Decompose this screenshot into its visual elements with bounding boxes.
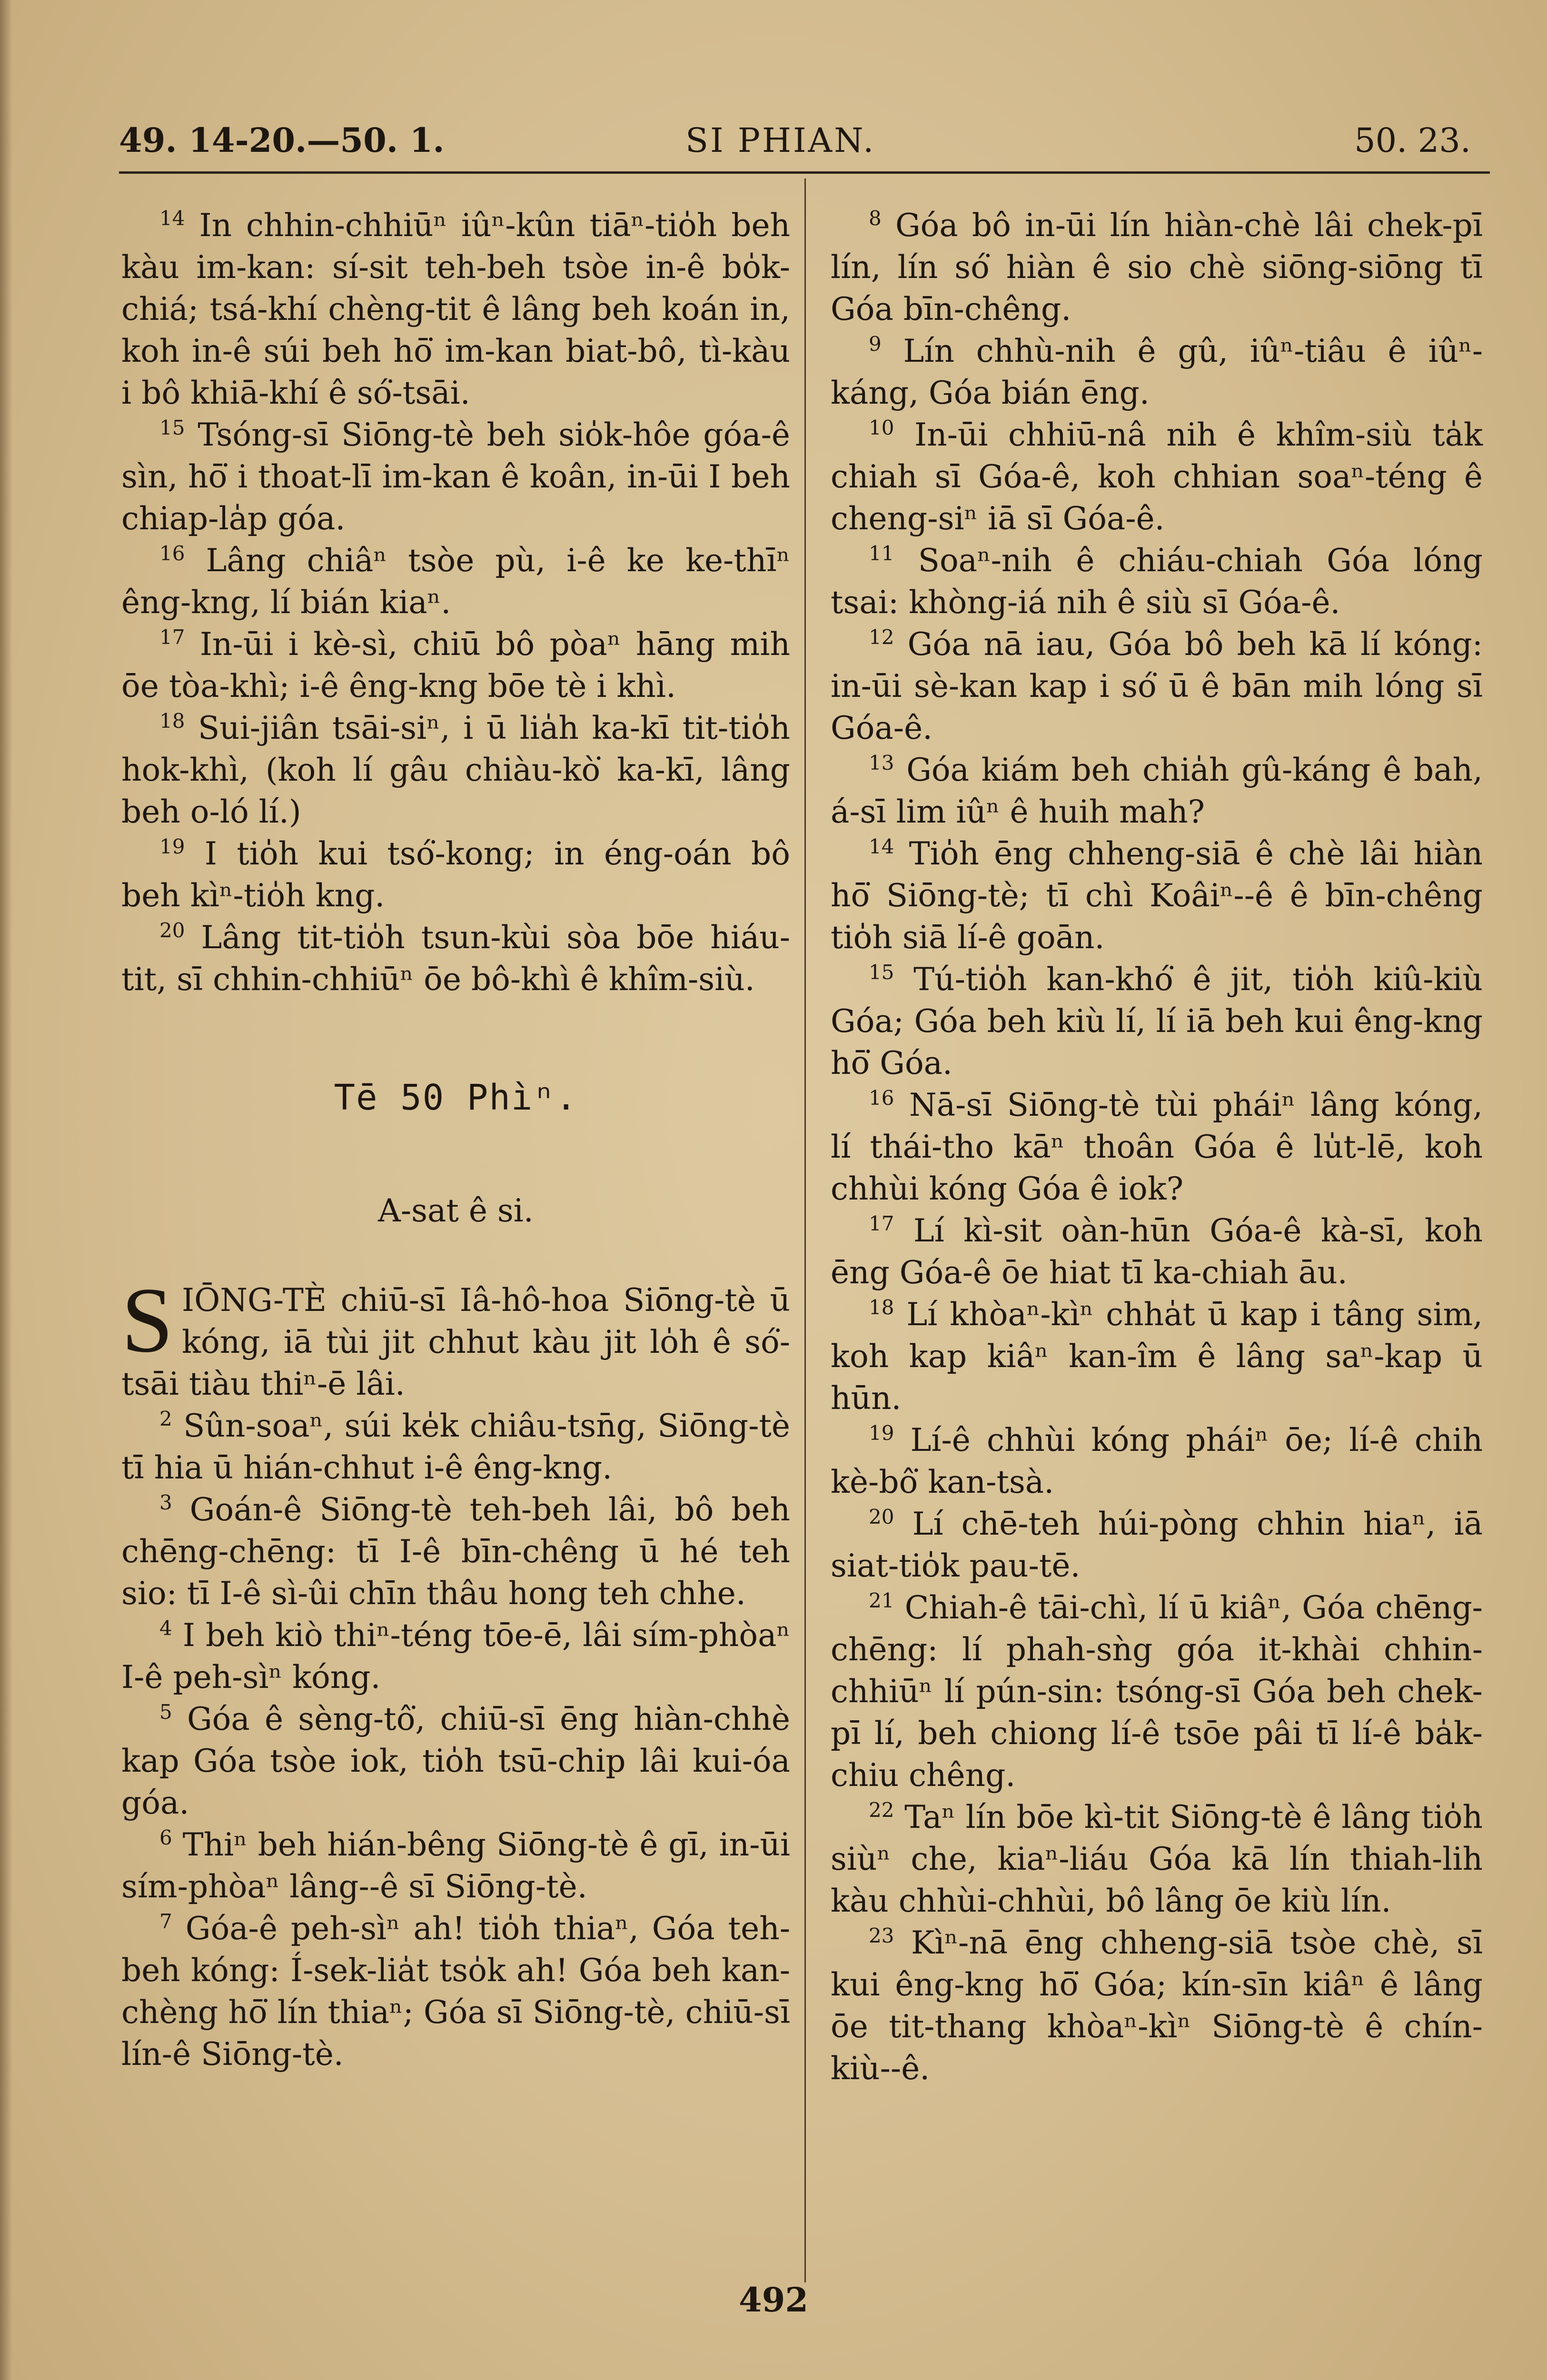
verse-number: 9 xyxy=(869,332,882,356)
verse-number: 14 xyxy=(159,207,185,230)
drop-cap: S xyxy=(121,1269,174,1372)
verse-number: 15 xyxy=(159,416,185,439)
verse-1-text: IŌNG-TÈ chiū-sī Iâ-hô-hoa Siōng-tè ū kóng, iā tùi jit chhut kàu jit lo̍h ê só͘-tsāi tiàu thiⁿ-ē lâi. xyxy=(121,1282,790,1402)
verse-text: Nā-sī Siōng-tè tùi pháiⁿ lâng kóng, lí thái-tho kāⁿ thoân Góa ê lu̍t-lē, koh chhùi kóng Góa ê iok? xyxy=(831,1087,1483,1207)
verse xyxy=(831,330,1483,414)
verse xyxy=(121,1698,790,1824)
verse-number: 21 xyxy=(869,1589,894,1612)
verse-number: 7 xyxy=(159,1910,172,1933)
verse-text: Lín chhù-nih ê gû, iûⁿ-tiâu ê iûⁿ-káng, Góa bián ēng. xyxy=(831,333,1483,411)
verse-text: Lí chē-teh húi-pòng chhin hiaⁿ, iā siat-tio̍k pau-tē. xyxy=(831,1506,1483,1584)
header-verse-range-right: 50. 23. xyxy=(1354,121,1471,160)
verse xyxy=(121,414,790,540)
verse-text: Góa kiám beh chia̍h gû-káng ê bah, á-sī lim iûⁿ ê huih mah? xyxy=(831,752,1483,830)
verse-text: Chiah-ê tāi-chì, lí ū kiâⁿ, Góa chēng-chēng: lí phah-sǹg góa it-khài chhin-chhiūⁿ lí pún-sin: tsóng-sī Góa beh chek-pī lí, beh chiong lí-ê tsōe pâi tī lí-ê ba̍k-chiu chêng. xyxy=(831,1589,1483,1794)
verse-text: I beh kiò thiⁿ-téng tōe-ē, lâi sím-phòaⁿ I-ê peh-sìⁿ kóng. xyxy=(121,1617,790,1696)
verse xyxy=(121,1824,790,1908)
verse-text: Góa nā iau, Góa bô beh kā lí kóng: in-ūi sè-kan kap i só͘ ū ê bān mih lóng sī Góa-ê. xyxy=(831,626,1483,746)
verse xyxy=(831,959,1483,1084)
verse-text: Sûn-soaⁿ, súi ke̍k chiâu-tsn̄g, Siōng-tè tī hia ū hián-chhut i-ê êng-kng. xyxy=(121,1408,790,1486)
verse xyxy=(121,707,790,833)
verse-number: 5 xyxy=(159,1700,172,1724)
verse-text: In-ūi i kè-sì, chiū bô pòaⁿ hāng mih ōe tòa-khì; i-ê êng-kng bōe tè i khì. xyxy=(121,626,790,704)
left-verses-chapter-50 xyxy=(121,1405,790,2075)
verse-number: 2 xyxy=(159,1407,172,1430)
verse xyxy=(831,1922,1483,2090)
verse-text: Taⁿ lín bōe kì-tit Siōng-tè ê lâng tio̍h siùⁿ che, kiaⁿ-liáu Góa kā lín thiah-lih kàu chhùi-chhùi, bô lâng ōe kiù lín. xyxy=(831,1799,1483,1919)
running-header xyxy=(119,114,1490,167)
verse-text: I tio̍h kui tsó͘-kong; in éng-oán bô beh kìⁿ-tio̍h kng. xyxy=(121,835,791,914)
verse xyxy=(831,414,1483,540)
verse xyxy=(831,1294,1483,1419)
verse xyxy=(121,1615,790,1698)
left-verses xyxy=(121,205,790,1001)
psalm-subheading: A-sat ê si. xyxy=(378,1192,534,1229)
verse-number: 19 xyxy=(869,1421,894,1445)
right-verses xyxy=(831,205,1483,2090)
chapter-heading: Tē 50 Phìⁿ. xyxy=(334,1077,578,1118)
verse xyxy=(831,749,1483,833)
verse-number: 13 xyxy=(869,751,894,774)
verse-text: Góa bô in-ūi lín hiàn-chè lâi chek-pī lín, lín só͘ hiàn ê sio chè siōng-siōng tī Góa bīn-chêng. xyxy=(831,207,1483,327)
verse xyxy=(831,833,1483,959)
verse-number: 17 xyxy=(159,625,185,649)
right-column xyxy=(831,205,1483,2090)
verse-text: Lí khòaⁿ-kìⁿ chha̍t ū kap i tâng sim, koh kap kiâⁿ kan-îm ê lâng saⁿ-kap ū hūn. xyxy=(831,1296,1483,1417)
verse xyxy=(121,917,790,1001)
verse-number: 15 xyxy=(869,961,894,984)
verse-text: In chhin-chhiūⁿ iûⁿ-kûn tiāⁿ-tio̍h beh kàu im-kan: sí-sit teh-beh tsòe in-ê bo̍k-chiá; tsá-khí chèng-tit ê lâng beh koán in, koh in-ê súi beh hō͘ im-kan biat-bô, tì-kàu i bô khiā-khí ê só͘-tsāi. xyxy=(121,207,791,411)
verse-text: Thiⁿ beh hián-bêng Siōng-tè ê gī, in-ūi sím-phòaⁿ lâng--ê sī Siōng-tè. xyxy=(121,1826,790,1905)
verse-text: Lí-ê chhùi kóng pháiⁿ ōe; lí-ê chih kè-bô͘ kan-tsà. xyxy=(831,1422,1483,1500)
verse xyxy=(831,1587,1483,1796)
verse xyxy=(831,1210,1483,1294)
header-book-title: SI PHIAN. xyxy=(685,121,876,160)
verse-number: 20 xyxy=(869,1505,894,1528)
verse xyxy=(831,540,1483,624)
verse xyxy=(121,833,790,917)
verse-text: In-ūi chhiū-nâ nih ê khîm-siù ta̍k chiah sī Góa-ê, koh chhian soaⁿ-téng ê cheng-siⁿ iā sī Góa-ê. xyxy=(831,416,1483,537)
verse-1 xyxy=(121,1269,790,1405)
verse-text: Lâng tit-tio̍h tsun-kùi sòa bōe hiáu-tit, sī chhin-chhiūⁿ ōe bô-khì ê khîm-siù. xyxy=(121,919,791,998)
verse-number: 8 xyxy=(869,207,882,230)
verse-text: Góa ê sèng-tô͘, chiū-sī ēng hiàn-chhè kap Góa tsòe iok, tio̍h tsū-chip lâi kui-óa góa. xyxy=(121,1701,790,1821)
verse-number: 22 xyxy=(869,1798,894,1822)
verse xyxy=(831,205,1483,330)
verse-number: 16 xyxy=(159,542,185,565)
verse xyxy=(121,1489,790,1615)
page-number: 492 xyxy=(738,2280,809,2320)
verse-text: Soaⁿ-nih ê chiáu-chiah Góa lóng tsai: khòng-iá nih ê siù sī Góa-ê. xyxy=(831,542,1483,621)
verse-text: Lí kì-sit oàn-hūn Góa-ê kà-sī, koh ēng Góa-ê ōe hiat tī ka-chiah āu. xyxy=(831,1212,1483,1291)
verse-text: Goán-ê Siōng-tè teh-beh lâi, bô beh chēng-chēng: tī I-ê bīn-chêng ū hé teh sio: tī I-ê sì-ûi chīn thâu hong teh chhe. xyxy=(121,1491,791,1612)
verse xyxy=(121,205,790,414)
header-rule xyxy=(119,171,1490,174)
verse xyxy=(121,624,790,707)
verse-number: 4 xyxy=(159,1616,172,1640)
column-divider xyxy=(804,178,806,2282)
page-edge-shadow xyxy=(0,0,12,2380)
verse xyxy=(831,1503,1483,1587)
verse-number: 23 xyxy=(869,1924,894,1947)
verse xyxy=(831,1796,1483,1922)
verse-number: 20 xyxy=(159,919,185,942)
left-column xyxy=(121,205,790,2075)
verse-number: 3 xyxy=(159,1491,172,1514)
verse-number: 10 xyxy=(869,416,894,439)
verse xyxy=(831,1084,1483,1210)
verse-text: Sui-jiân tsāi-siⁿ, i ū lia̍h ka-kī tit-tio̍h hok-khì, (koh lí gâu chiàu-kò͘ ka-kī, lâng beh o-ló lí.) xyxy=(121,710,790,830)
verse xyxy=(121,1908,790,2075)
verse-text: Tú-tio̍h kan-khó͘ ê jit, tio̍h kiû-kiù Góa; Góa beh kiù lí, lí iā beh kui êng-kng hō͘ Góa. xyxy=(831,961,1483,1081)
verse-number: 17 xyxy=(869,1212,894,1235)
verse-number: 14 xyxy=(869,835,894,858)
verse xyxy=(121,1405,790,1489)
verse-text: Tio̍h ēng chheng-siā ê chè lâi hiàn hō͘ Siōng-tè; tī chì Koâiⁿ--ê ê bīn-chêng tio̍h siā lí-ê goān. xyxy=(831,835,1483,956)
verse-text: Lâng chiâⁿ tsòe pù, i-ê ke ke-thīⁿ êng-kng, lí bián kiaⁿ. xyxy=(121,542,790,621)
verse-text: Tsóng-sī Siōng-tè beh sio̍k-hôe góa-ê sìn, hō͘ i thoat-lī im-kan ê koân, in-ūi I beh chiap-la̍p góa. xyxy=(121,416,790,537)
header-verse-range-left: 49. 14-20.—50. 1. xyxy=(119,120,445,160)
verse-number: 12 xyxy=(869,625,894,649)
verse xyxy=(831,624,1483,749)
verse-text: Góa-ê peh-sìⁿ ah! tio̍h thiaⁿ, Góa teh-beh kóng: Í-sek-lia̍t tso̍k ah! Góa beh kan-chèng hō͘ lín thiaⁿ; Góa sī Siōng-tè, chiū-sī lín-ê Siōng-tè. xyxy=(121,1910,790,2073)
verse-text: Kìⁿ-nā ēng chheng-siā tsòe chè, sī kui êng-kng hō͘ Góa; kín-sīn kiâⁿ ê lâng ōe tit-thang khòaⁿ-kìⁿ Siōng-tè ê chín-kiù--ê. xyxy=(831,1924,1483,2087)
verse xyxy=(121,540,790,624)
verse-number: 18 xyxy=(869,1296,894,1319)
verse-number: 19 xyxy=(159,835,185,858)
verse-number: 16 xyxy=(869,1086,894,1110)
verse-number: 18 xyxy=(159,709,185,733)
verse xyxy=(831,1419,1483,1503)
verse-number: 11 xyxy=(869,542,894,565)
verse-number: 6 xyxy=(159,1826,172,1849)
